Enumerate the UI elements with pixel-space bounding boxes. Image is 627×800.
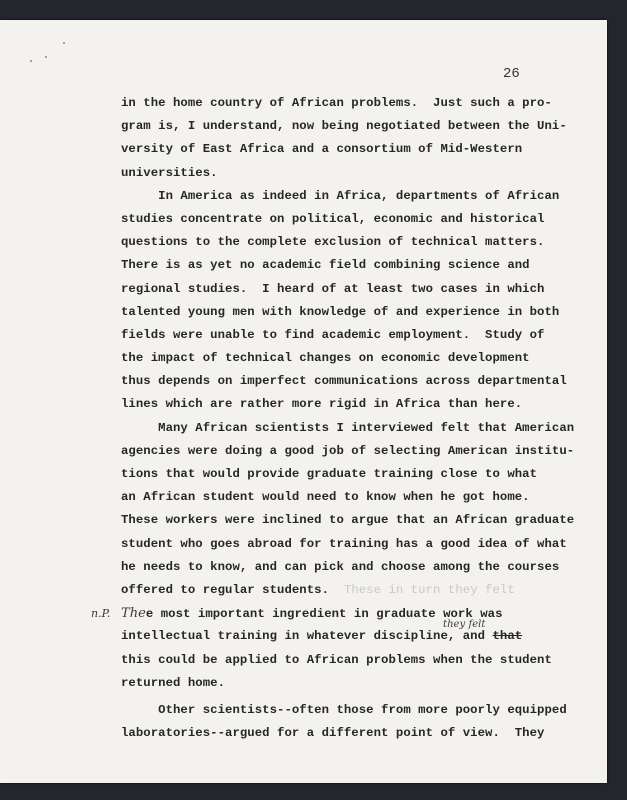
- text-line: [91, 602, 574, 625]
- text-line: an African student would need to know when he got home.: [121, 490, 530, 505]
- struck-word: that: [492, 629, 523, 644]
- typed-text: [91, 92, 575, 745]
- document-page: [0, 20, 607, 783]
- text-line: [121, 619, 574, 648]
- text-line: thus depends on imperfect communications across departmental: [121, 374, 567, 389]
- text-line: lines which are rather more rigid in Africa than here.: [121, 397, 523, 412]
- text-line: regional studies. I heard of at least two cases in which: [121, 281, 545, 296]
- page-number: 26: [503, 66, 520, 82]
- text-line: student who goes abroad for training has a good idea of what: [121, 536, 567, 551]
- text-line: in the home country of African problems. Just such a pro-: [121, 96, 552, 110]
- text-line: studies concentrate on political, economic and historical: [121, 211, 545, 226]
- speck: [45, 56, 47, 58]
- text-line: Many African scientists I interviewed felt that American: [121, 420, 575, 435]
- text-line: talented young men with knowledge of and experience in both: [121, 304, 560, 319]
- speck: [63, 42, 65, 44]
- text-line: gram is, I understand, now being negotiated between the Uni-: [121, 119, 567, 134]
- margin-annotation: n.P.: [91, 607, 111, 621]
- text-line: agencies were doing a good job of selecting American institu-: [121, 443, 575, 458]
- text-line: tions that would provide graduate training close to what: [121, 467, 538, 481]
- text-line: These workers were inclined to argue that an African graduate: [121, 513, 575, 528]
- text-line: questions to the complete exclusion of technical matters.: [121, 235, 545, 250]
- text-line: laboratories--argued for a different point of view. They: [121, 726, 545, 741]
- text-line: versity of East Africa and a consortium of Mid-Western: [121, 142, 523, 157]
- text-line: fields were unable to find academic employment. Study of: [121, 327, 545, 342]
- text-line: he needs to know, and can pick and choose among the courses: [121, 559, 560, 574]
- speck: [30, 60, 32, 62]
- erased-text: These in turn they felt: [343, 582, 515, 597]
- text-line: this could be applied to African problems when the student: [121, 652, 552, 667]
- text-line: In America as indeed in Africa, departments of African: [121, 188, 560, 203]
- typed-segment: intellectual training in whatever discipline, and: [121, 629, 493, 644]
- text-line: the impact of technical changes on economic development: [121, 351, 530, 366]
- text-line: returned home.: [121, 675, 226, 690]
- text-line: [121, 579, 574, 602]
- typed-segment: e most important ingredient in graduate work was: [145, 607, 503, 622]
- handwritten-insertion: they felt: [443, 619, 486, 631]
- text-line: Other scientists--often those from more poorly equipped: [121, 702, 567, 717]
- text-line: universities.: [121, 165, 218, 180]
- handwritten-correction: The: [121, 606, 146, 622]
- text-line: There is as yet no academic field combining science and: [121, 258, 530, 273]
- typed-segment: offered to regular students.: [121, 582, 344, 597]
